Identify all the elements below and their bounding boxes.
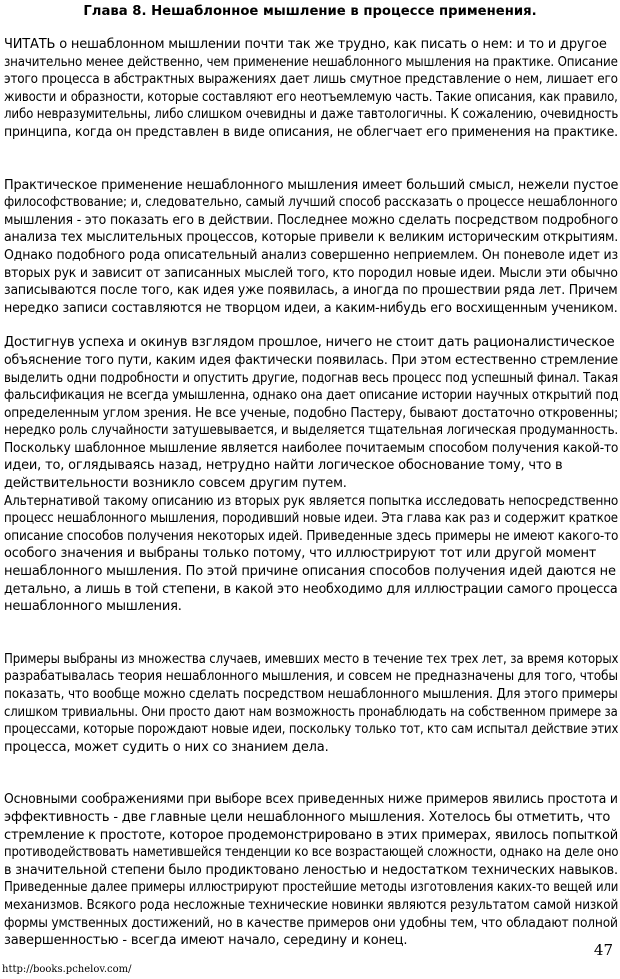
text-line: философствование; и, следовательно, самый лучший способ рассказать о процессе нешаблонного: [4, 195, 618, 211]
text-line: стремление к простоте, которое продемонстрировано в этих примерах, явилось попыткой: [4, 827, 619, 843]
paragraph-spacer: [4, 756, 618, 791]
text-line: слишком тривиальны. Они просто дают нам возможность пронаблюдать на собственном примере за: [4, 704, 618, 720]
text-line: разрабатывалась теория нешаблонного мышления, и совсем не предназначены для того, чтобы: [4, 669, 618, 685]
text-line: Достигнув успеха и окинув взглядом прошлое, ничего не стоит дать рационалистическое: [4, 335, 615, 351]
text-line: нередко записи составляются не творцом идеи, а каким-нибудь его восхищенным учеником.: [4, 300, 618, 316]
text-line: эффективность - две главные цели нешаблонного мышления. Хотелось бы отметить, что: [4, 809, 611, 825]
text-line: Поскольку шаблонное мышление является наиболее почитаемым способом получения какой-то: [4, 440, 619, 456]
page-title: Глава 8. Нешаблонное мышление в процессе применения.: [83, 4, 537, 19]
text-line: мышления - это показать его в действии. Последнее можно сделать посредством подробного: [4, 212, 619, 228]
text-line: в значительной степени было продиктовано леностью и недостатком технических навыков.: [4, 862, 618, 878]
text-line: вторых рук и зависит от записанных мыслей того, кто породил новые идеи. Мысли эти обычно: [4, 265, 618, 281]
text-line: нешаблонного мышления.: [4, 599, 182, 615]
text-line: Приведенные далее примеры иллюстрируют простейшие методы изготовления каких-то вещей или: [4, 880, 619, 896]
text-line: формы умственных достижений, но в качестве примеров они удобны тем, что обладают полной: [4, 915, 618, 931]
paragraph-3: [4, 334, 618, 616]
page-number: 47: [593, 941, 613, 959]
text-line: фальсификация не всегда умышленна, однако она дает описание истории научных открытий под: [4, 388, 619, 404]
text-line: Примеры выбраны из множества случаев, имевших место в течение тех трех лет, за время которых: [4, 651, 619, 667]
text-line: процесса, может судить о них со знанием дела.: [4, 739, 329, 755]
text-line: выделить одни подробности и опустить другие, подогнав весь процесс под успешный финал. Такая: [4, 370, 619, 386]
paragraph-1: [4, 36, 618, 142]
text-line: противодействовать наметившейся тенденции ко все возрастающей сложности, однако на деле оно: [4, 845, 619, 861]
body-text: [4, 36, 618, 950]
text-line: значительно менее действенно, чем применение нешаблонного мышления на практике. Описание: [4, 54, 618, 70]
paragraph-spacer: [4, 142, 618, 177]
text-line: Практическое применение нешаблонного мышления имеет больший смысл, нежели пустое: [4, 177, 619, 193]
paragraph-spacer: [4, 317, 618, 334]
text-line: описание способов получения некоторых идей. Приведенные здесь примеры не имеют какого-то: [4, 528, 619, 544]
text-line: Альтернативой такому описанию из вторых рук является попытка исследовать непосредственно: [4, 493, 619, 509]
text-line: идеи, то, оглядываясь назад, нетрудно найти логическое обоснование тому, что в: [4, 458, 563, 474]
paragraph-5: [4, 791, 618, 949]
paragraph-spacer: [4, 616, 618, 651]
text-line: нешаблонного мышления. По этой причине описания способов получения идей даются не: [4, 564, 616, 580]
text-line: объяснение того пути, каким идея фактически появилась. При этом естественно стремление: [4, 352, 618, 368]
text-line: детально, а лишь в той степени, в какой это необходимо для иллюстрации самого процесса: [4, 581, 618, 597]
text-line: записываются после того, как идея уже появилась, а иногда по прошествии ряда лет. Причем: [4, 283, 618, 299]
text-line: завершенностью - всегда имеют начало, середину и конец.: [4, 933, 408, 949]
text-line: действительности возникло совсем другим путем.: [4, 476, 347, 492]
text-line: Однако подобного рода описательный анализ совершенно неприемлем. Он поневоле идет из: [4, 247, 618, 263]
paragraph-2: [4, 177, 618, 318]
text-line: анализа тех мыслительных процессов, которые привели к великим историческим открытиям.: [4, 230, 619, 246]
text-line: определенным углом зрения. Не все ученые, подобно Пастеру, бывают достаточно откровенны;: [4, 405, 619, 421]
text-line: принципа, когда он представлен в виде описания, не облегчает его применения на практике.: [4, 124, 618, 140]
text-line: этого процесса в абстрактных выражениях дает лишь смутное представление о нем, лишает его: [4, 72, 618, 88]
text-line: процесс нешаблонного мышления, породивший новые идеи. Эта глава как раз и содержит краткое: [4, 511, 618, 527]
footer-url[interactable]: http://books.pchelov.com/: [2, 964, 132, 975]
text-line: Основными соображениями при выборе всех приведенных ниже примеров явились простота и: [4, 792, 618, 808]
text-line: живости и образности, которые составляют его неотъемлемую часть. Такие описания, как правило,: [4, 89, 618, 105]
paragraph-4: [4, 651, 618, 757]
text-line: либо невразумительны, либо слишком очевидны и даже тавтологичны. К сожалению, очевидность: [4, 107, 619, 123]
text-line: нередко роль случайности затушевывается, и выделяется тщательная логическая продуманность.: [4, 423, 618, 439]
text-line: процессами, которые порождают новые идеи, поскольку только тот, кто сам испытал действие этих: [4, 722, 619, 738]
text-line: особого значения и выбраны только потому, что иллюстрируют тот или другой момент: [4, 546, 597, 562]
text-line: показать, что вообще можно сделать посредством нешаблонного мышления. Для этого примеры: [4, 687, 618, 702]
text-line: механизмов. Всякого рода несложные технические новинки являются результатом самой низкой: [4, 897, 619, 913]
text-line: ЧИТАТЬ о нешаблонном мышлении почти так же трудно, как писать о нем: и то и другое: [4, 37, 607, 52]
